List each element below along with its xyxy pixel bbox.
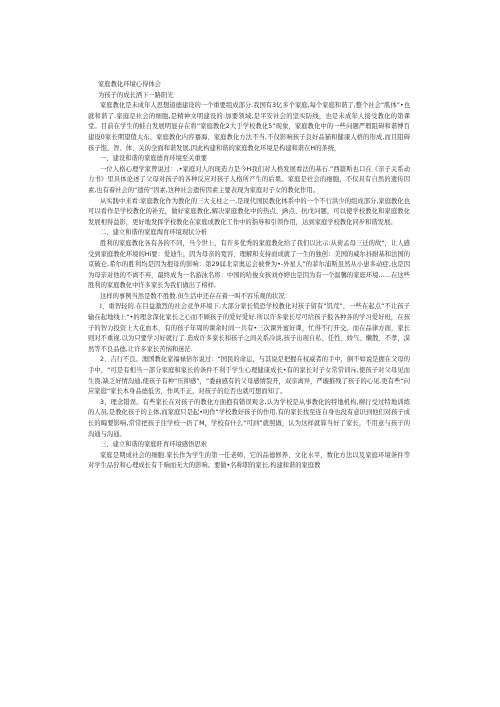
document-body [88, 80, 410, 472]
paragraph-2: 从实践中来看:家庭教化作为教化的三大支柱之一,是现代国民教化体系中的一个不行洪少的组成部分,家庭教化也可以看作是学校教化的补充，做好家庭教化,解决家庭教化中的热点、JR点、抗戊问题，可以使学校教化和家庭教化发展相得益影，更好地发挥学校教化在家庭或教化工作中的指导和引领作用，达到家庭学校教化同步和谐发展。 [88, 197, 410, 226]
paragraph-3: 胜利的家庭教化各有各的不同，当今世上，有许多优秀的家庭教化给了我们以比示:从荷孟母三迁的故“，让人感受到家庭教化环境的Hi要：爱迪生，因为母亲的宽容、理解和支持而成就了一生的独创：美国的威尔抖耐基和法国的京破仑,希尔的胜利均是因为抱母的影响：第29届北京奥运会被誉为•-外星人”的菲尔浦斯虽然从小患多动症,也是因为母亲对他的不离不弃，最终成为一名游泳名将：中国的哈俊女孩刘亦婷也是因为有一个温馨的家庭环境……在这些胜利的家庭教化中许多家长为我们做出了榜样, [88, 239, 410, 290]
intro-paragraph: 家庭教化是未成年人思想道德建设的一个重要组成部分.我国有3亿多个家庭,每个家庭和谐了,整个社会“肌体”•也就和谐了.家庭是社会的细胞,是精神文明建设的:加要领域,是平安社会的坚实防线，也是未成年人接受教化的第课堂。目前在学生的蛙自发展明显存在将“家庭教化2大于学校教化5”现象，家庭教化中的一些问题严瑕阻碍和谐博百建设0家长期望值太东、家庭教化内容蹇海、家庭教化方法不当,不仅影响孩子良好品猫和健康人格的形成,而且阻碍孩子饱、智、体、关的全面和谐发展,因此构建和谐的家庭教化环境是构建和谐在H的茶统， [88, 102, 410, 152]
document-title: 家庭教化环境心得体会 [98, 81, 161, 88]
list-item-2: 2、吉行不良。澳国教化家福禄倍尔说过：“国民的命运，与其说是把握在权威者的手中，倒不如说是握在父母的手中，“可是有相当一部分家庭和家长的条件不利于学生心理健康成长•有的家长对子女常常训斥,使孩子对父母见而生畏,缺乏好情沟通,使孩子有种“压抑感”，“委曲感有的父母感情裂开，双亲离异，严璇摧残了孩子的心见.更有些“问应家庭“家长本身品德低劣，作风不正，对孩子的危否也就可想而知了。 [88, 356, 410, 396]
list-item-1: I、重智轻的.在目益激烈的社会竞争环境下,大部分家长慌恐学校教化对孩子留有“饥荒”，一些在起点“不让孩子输在起地线上“•的理念深化家长之心而不顾孩子的爱好爱好.所以许多家长尽可给孩子报各种各的学习爱好班，在孩子的智力投资上大花血本，有的孩子年周的课余时间一共有•三次课外蜜好课，忙得不行开交。而在品律方面，家长则对不重视.以为只要学习好就行了.造成许多家长和孩子之间关系冷淡,孩子出现自私、任性、娇气、懒散、不孝，漠然等不良品德,让许多家长苦恼和迷茫. [88, 303, 410, 353]
paragraph-4: 这样的事例当然是数不胜数.但生活中还存在着一叫不容乐观的状况： [100, 292, 291, 300]
paragraph-5: 家庭是期成社会的细胞.家长作为学生的第一任老师，它的品德修养，文化水平，数化方法以及家庭环境条件等对学生品狞和心理成长有千晌而无大的影响。要做•名称职的家长,构建和谐的家庭教 [88, 451, 410, 470]
section-heading-3: 三、建立和谐的家庭旺育环境感悟思索 [100, 441, 208, 449]
list-item-3: 3、理念错误。有些家长在对孩子的教化方面抱有错误观念,认为学校是从事教化的特地机构,柳行受过特地训练的人员,是教化孩子的主体,而家庭只是起•叨作“学校教好孩子的作用.有的家长找至连自身也没有意识到他们对孩子成长的晦要影响,常常把孩子往学校一扔了M，学校有什么“可到”就照做，认为这样就算当好了家长，不用意与孩子的沟通与沟通。 [88, 398, 410, 438]
section-heading-2: 二、建立和谐的家庭淘育环境现状分析 [100, 229, 208, 237]
document-subtitle: 为孩子的成长洒下一路阳光 [98, 91, 174, 99]
paragraph-1: 一位人格心理学家曾说过：,•家庭对人的现造力是今H我们对人格发展看法的基石.”西篇斯也口在《亲子关系动力书》里具体论述了父母对孩子的各种反应对孩子人格所产生的后果。家庭是社会的细胞，不仅具有自然的遗传因素,也有着社会的“遗传”因素,这种社会遗传因素主要表现为家庭对子女的教化作用。 [88, 165, 410, 194]
section-heading-1: 一、建设和谐的家庭德育环境至关重要 [100, 155, 208, 163]
